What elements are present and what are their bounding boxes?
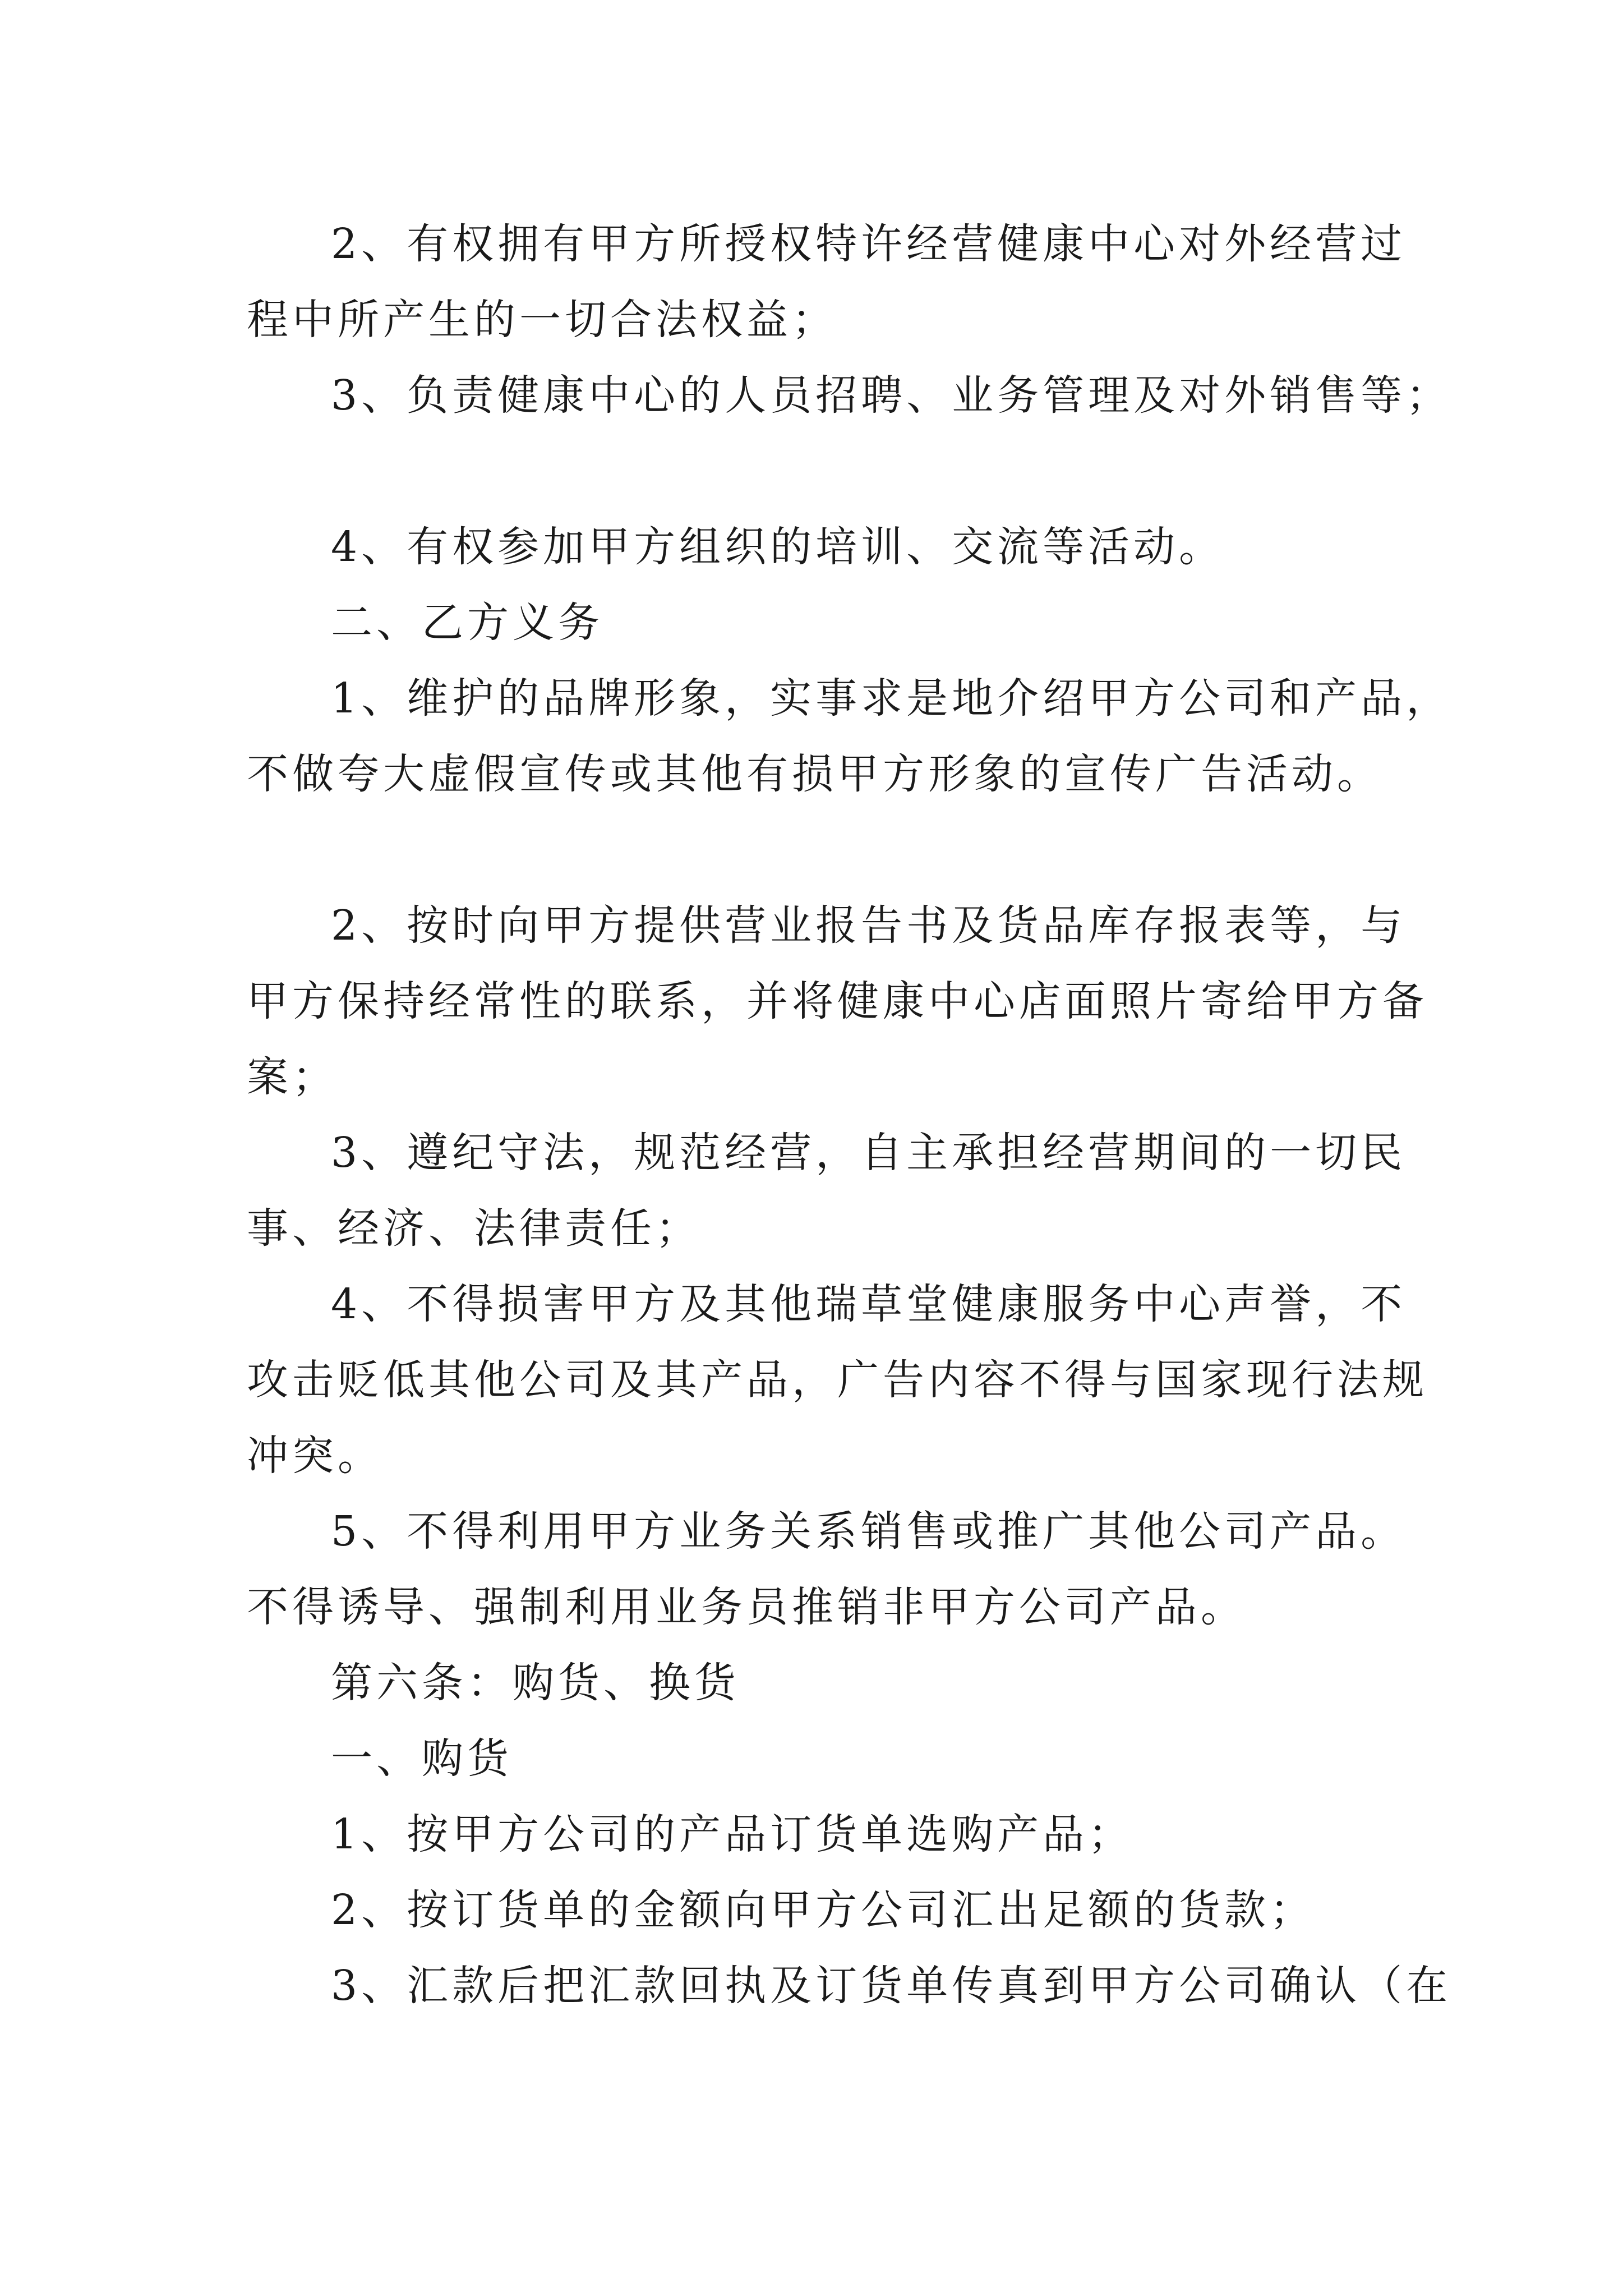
paragraph-line: 案； — [247, 1053, 338, 1101]
paragraph-line: 攻击贬低其他公司及其产品，广告内容不得与国家现行法规 — [247, 1356, 1428, 1404]
paragraph-line: 2、按时向甲方提供营业报告书及货品库存报表等，与 — [331, 901, 1407, 950]
paragraph-line: 4、有权参加甲方组织的培训、交流等活动。 — [331, 523, 1225, 571]
paragraph-line: 3、汇款后把汇款回执及订货单传真到甲方公司确认（在 — [331, 1962, 1452, 2010]
paragraph-line: 不做夸大虚假宣传或其他有损甲方形象的宣传广告活动。 — [247, 750, 1382, 798]
paragraph-line: 5、不得利用甲方业务关系销售或推广其他公司产品。 — [331, 1507, 1407, 1556]
section-heading: 一、购货 — [331, 1734, 513, 1783]
paragraph-line: 1、维护的品牌形象，实事求是地介绍甲方公司和产品， — [331, 674, 1452, 723]
paragraph-line: 4、不得损害甲方及其他瑞草堂健康服务中心声誉，不 — [331, 1280, 1407, 1328]
paragraph-line: 3、负责健康中心的人员招聘、业务管理及对外销售等； — [331, 371, 1452, 420]
paragraph-line: 1、按甲方公司的产品订货单选购产品； — [331, 1810, 1134, 1858]
section-heading: 二、乙方义务 — [331, 599, 603, 647]
paragraph-line: 冲突。 — [247, 1432, 383, 1480]
paragraph-line: 不得诱导、强制利用业务员推销非甲方公司产品。 — [247, 1583, 1246, 1631]
paragraph-line: 甲方保持经常性的联系，并将健康中心店面照片寄给甲方备 — [247, 977, 1428, 1025]
paragraph-line: 程中所产生的一切合法权益； — [247, 296, 837, 344]
section-heading: 第六条：购货、换货 — [331, 1659, 740, 1707]
paragraph-line: 事、经济、法律责任； — [247, 1204, 701, 1253]
paragraph-line: 2、按订货单的金额向甲方公司汇出足额的货款； — [331, 1886, 1316, 1934]
paragraph-line: 3、遵纪守法，规范经营，自主承担经营期间的一切民 — [331, 1129, 1407, 1177]
paragraph-line: 2、有权拥有甲方所授权特许经营健康中心对外经营过 — [331, 220, 1407, 268]
